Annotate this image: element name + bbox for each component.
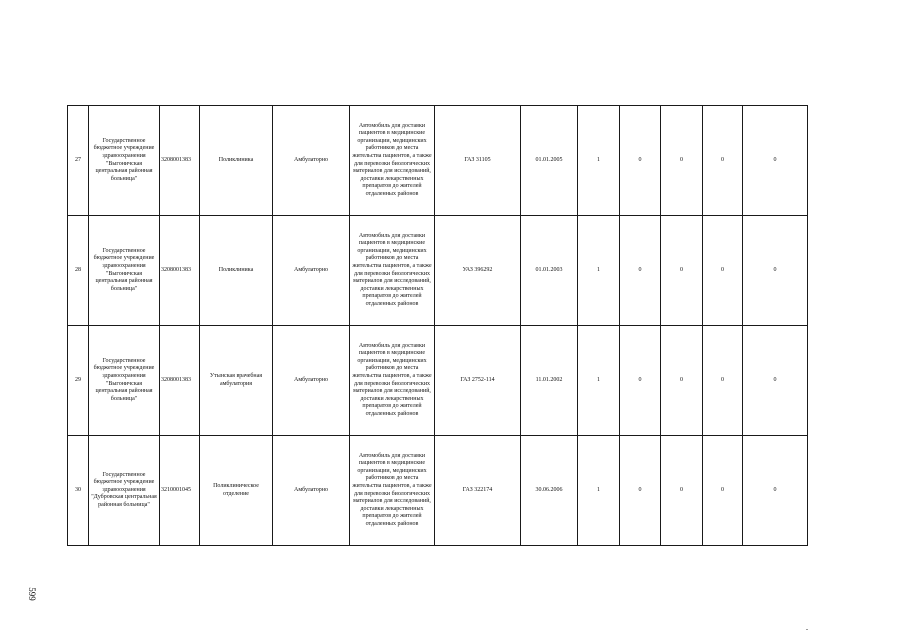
care-type-cell: Амбулаторно (273, 436, 350, 546)
count-cell: 0 (743, 216, 808, 326)
count-cell: 1 (578, 326, 620, 436)
count-cell: 0 (620, 436, 661, 546)
division-cell: Поликлиника (200, 106, 273, 216)
vehicle-model-cell: УАЗ 396292 (435, 216, 521, 326)
institution-cell: Государственное бюджетное учреждение здравоохранения "Дубровская центральная районная больница" (89, 436, 160, 546)
institution-cell: Государственное бюджетное учреждение здравоохранения "Выгоничская центральная районная больница" (89, 216, 160, 326)
table-row (68, 326, 808, 436)
count-cell: 0 (661, 216, 703, 326)
date-cell: 01.01.2005 (521, 106, 578, 216)
division-cell: Утынская врачебная амбулатория (200, 326, 273, 436)
count-cell: 1 (578, 436, 620, 546)
division-cell: Поликлиника (200, 216, 273, 326)
institution-cell: Государственное бюджетное учреждение здравоохранения "Выгоничская центральная районная больница" (89, 326, 160, 436)
count-cell: 0 (620, 106, 661, 216)
count-cell: 0 (620, 326, 661, 436)
row-number-cell: 30 (68, 436, 89, 546)
count-cell: 0 (743, 436, 808, 546)
date-cell: 01.01.2003 (521, 216, 578, 326)
count-cell: 0 (703, 106, 743, 216)
table-row (68, 106, 808, 216)
care-type-cell: Амбулаторно (273, 216, 350, 326)
table-row (68, 216, 808, 326)
care-type-cell: Амбулаторно (273, 326, 350, 436)
date-cell: 11.01.2002 (521, 326, 578, 436)
purpose-cell: Автомобиль для доставки пациентов в медицинские организации, медицинских работников до места жительства пациентов, а также для перевозки биологических материалов для исследований, доставки лекарственных препаратов до жителей отдаленных районов (350, 216, 435, 326)
count-cell: 1 (578, 106, 620, 216)
count-cell: 0 (661, 436, 703, 546)
count-cell: 0 (703, 326, 743, 436)
page-number: 599 (27, 587, 37, 601)
vehicle-model-cell: ГАЗ 31105 (435, 106, 521, 216)
purpose-cell: Автомобиль для доставки пациентов в медицинские организации, медицинских работников до места жительства пациентов, а также для перевозки биологических материалов для исследований, доставки лекарственных препаратов до жителей отдаленных районов (350, 326, 435, 436)
vehicle-register-table (67, 105, 808, 546)
vehicle-model-cell: ГАЗ 2752-114 (435, 326, 521, 436)
purpose-cell: Автомобиль для доставки пациентов в медицинские организации, медицинских работников до места жительства пациентов, а также для перевозки биологических материалов для исследований, доставки лекарственных препаратов до жителей отдаленных районов (350, 436, 435, 546)
purpose-cell: Автомобиль для доставки пациентов в медицинские организации, медицинских работников до места жительства пациентов, а также для перевозки биологических материалов для исследований, доставки лекарственных препаратов до жителей отдаленных районов (350, 106, 435, 216)
date-cell: 30.06.2006 (521, 436, 578, 546)
table-row (68, 436, 808, 546)
inn-cell: 3208001383 (160, 216, 200, 326)
row-number-cell: 28 (68, 216, 89, 326)
institution-cell: Государственное бюджетное учреждение здравоохранения "Выгоничская центральная районная больница" (89, 106, 160, 216)
vehicle-model-cell: ГАЗ 322174 (435, 436, 521, 546)
count-cell: 0 (661, 326, 703, 436)
inn-cell: 3208001383 (160, 326, 200, 436)
row-number-cell: 29 (68, 326, 89, 436)
count-cell: 1 (578, 216, 620, 326)
count-cell: 0 (703, 216, 743, 326)
row-number-cell: 27 (68, 106, 89, 216)
count-cell: 0 (703, 436, 743, 546)
scan-artifact (806, 629, 808, 630)
inn-cell: 3210001045 (160, 436, 200, 546)
inn-cell: 3208001383 (160, 106, 200, 216)
care-type-cell: Амбулаторно (273, 106, 350, 216)
count-cell: 0 (661, 106, 703, 216)
count-cell: 0 (620, 216, 661, 326)
division-cell: Поликлиническое отделение (200, 436, 273, 546)
count-cell: 0 (743, 106, 808, 216)
count-cell: 0 (743, 326, 808, 436)
